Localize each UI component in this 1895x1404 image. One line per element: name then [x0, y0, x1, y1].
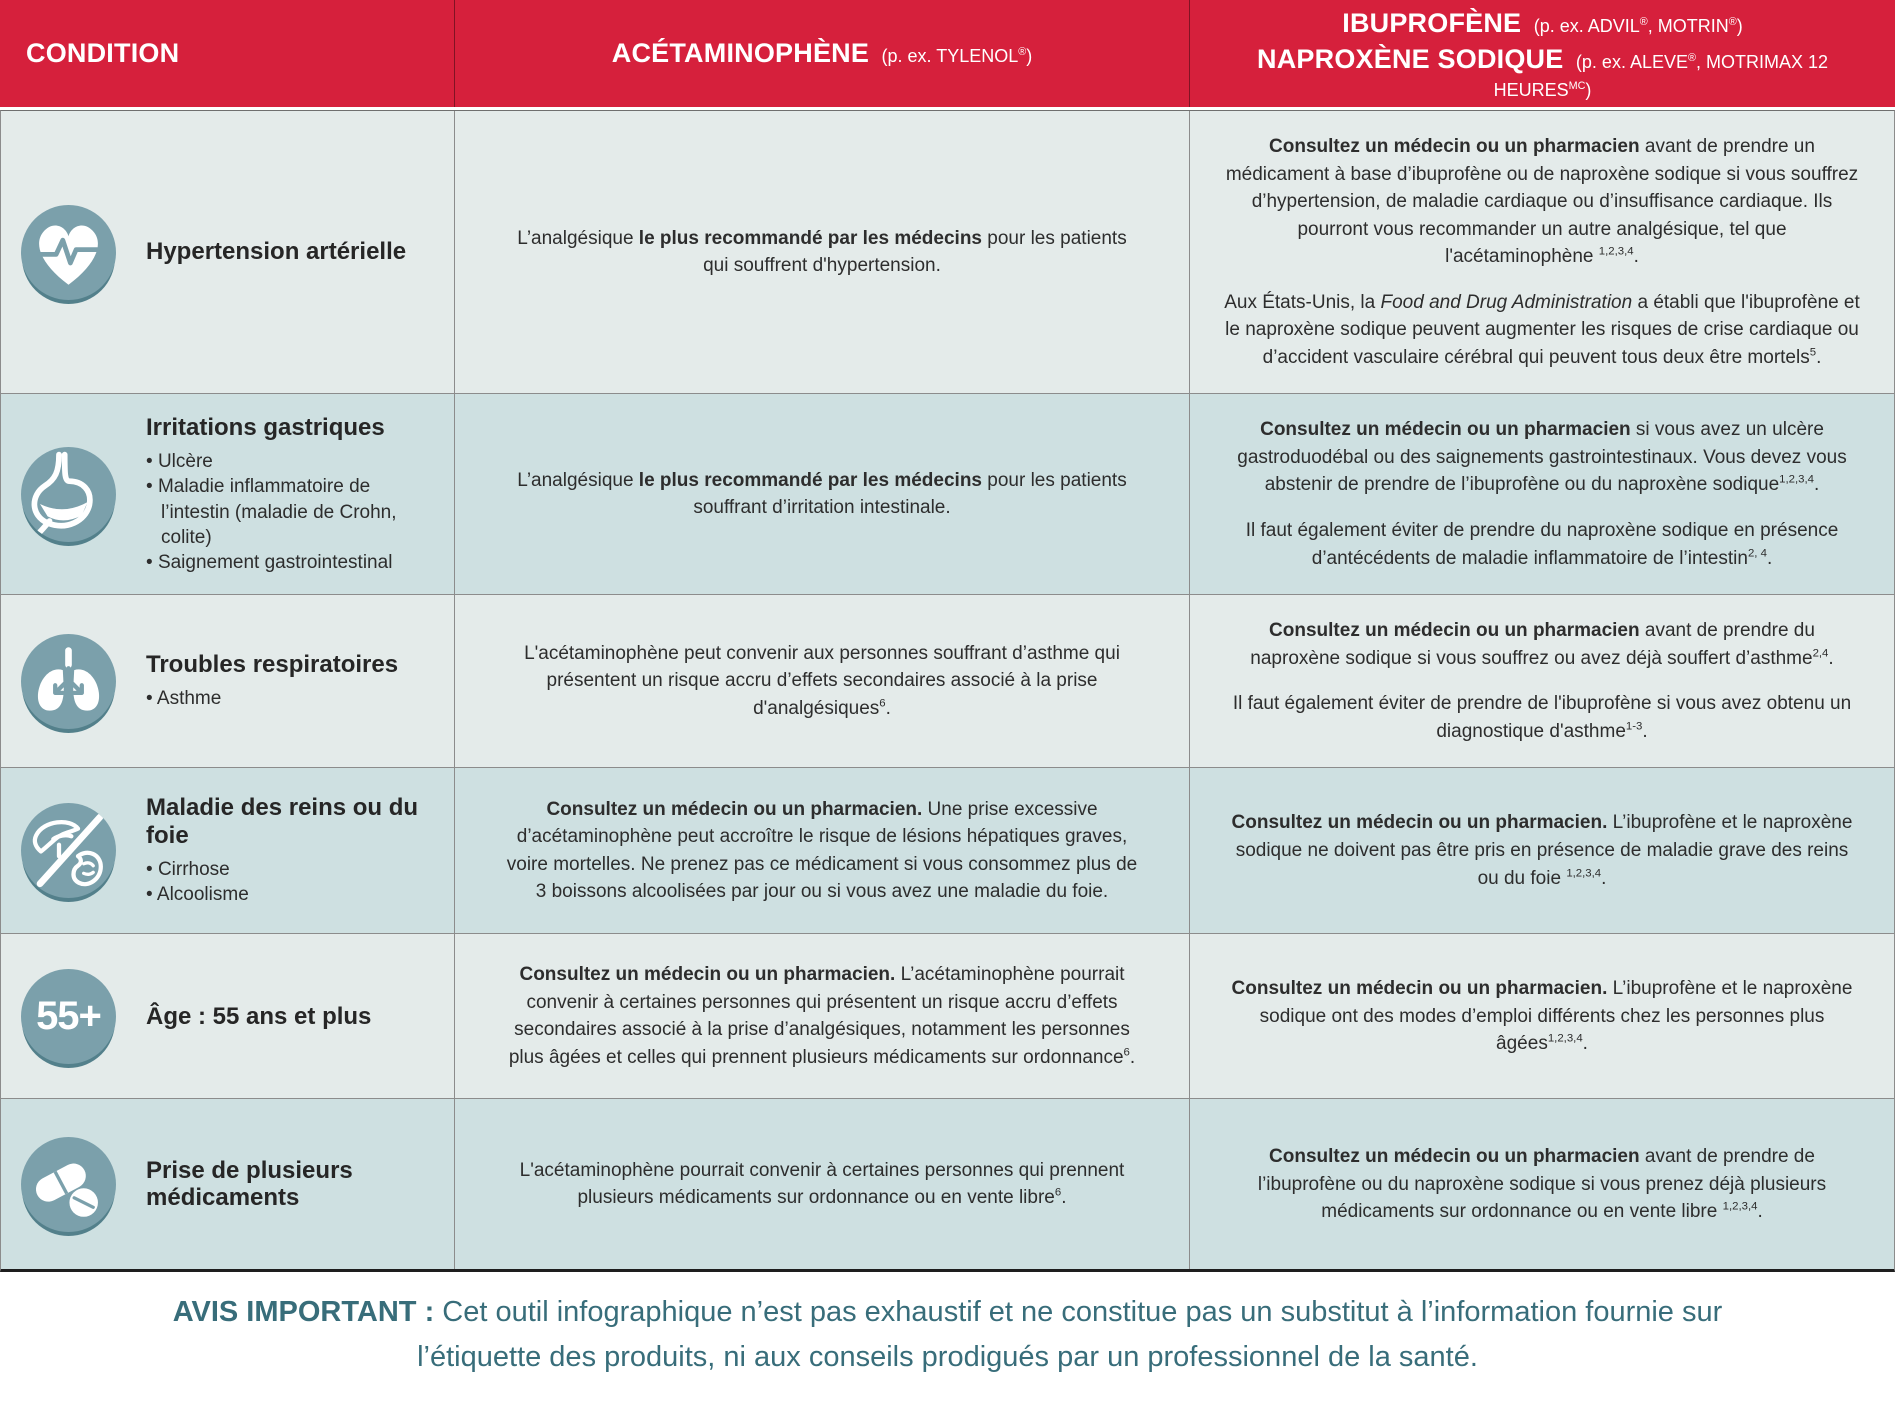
- condition-bullets: • Cirrhose • Alcoolisme: [146, 857, 434, 907]
- condition-header-label: CONDITION: [26, 38, 180, 68]
- table-row-kidney-liver: [1, 768, 1894, 934]
- heart-pulse-icon: [21, 205, 116, 300]
- acetaminophen-advice-cell: Consultez un médecin ou un pharmacien. L’acétaminophène pourrait convenir à certaines personnes qui présentent un risque accru d’effets secondaires associé à la prise d’analgésiques, notamment les personnes plus âgées et celles qui prennent plusieurs médicaments sur ordonnance$^6$.: [455, 934, 1190, 1098]
- column-header-acetaminophen: [455, 0, 1190, 107]
- naproxen-header-note: (p. ex. ALEVE®, MOTRIMAX 12 $HEURES^{MC}$): [1493, 52, 1828, 100]
- notice-text: Cet outil infographique n’est pas exhaustif et ne constitue pas un substitut à l’information fournie sur l’étiquette des produits, ni aux conseils prodigués par un professionnel de la santé.: [417, 1296, 1723, 1374]
- table-row-hypertension: [1, 111, 1894, 394]
- condition-bullets: • Ulcère • Maladie inflammatoire de l’intestin (maladie de Crohn, colite) • Saignement gastrointestinal: [146, 449, 434, 574]
- ibuprofen-advice-cell: Consultez un médecin ou un pharmacien avant de prendre du naproxène sodique si vous souffrez ou avez déjà souffert d’asthme$^{2,4}$. Il faut également éviter de prendre de l'ibuprofène si vous avez obtenu un diagnostique d'asthme$^{1-3}$.: [1232, 620, 1852, 742]
- condition-title: Maladie des reins ou du foie: [146, 794, 419, 849]
- stomach-icon: [21, 447, 116, 542]
- acetaminophen-advice-cell: L'acétaminophène peut convenir aux personnes souffrant d’asthme qui présentent un risque accru d’effets secondaires associé à la prise d'analgésiques$^6$.: [455, 595, 1190, 767]
- condition-title: Hypertension artérielle: [146, 238, 407, 266]
- table-row-multiple-medications: [1, 1099, 1894, 1269]
- table-header: [0, 0, 1895, 107]
- 55-plus-label: 55+: [36, 993, 101, 1038]
- lungs-icon: [21, 634, 116, 729]
- condition-cell: [1, 768, 455, 933]
- condition-cell: [1, 394, 455, 594]
- condition-cell: [1, 595, 455, 767]
- ibuprofen-advice-cell: Consultez un médecin ou un pharmacien si vous avez un ulcère gastroduodébal ou des saignements gastrointestinaux. Vous devez vous abstenir de prendre de l’ibuprofène ou du naproxène sodique$^{1,2,3,4}$. Il faut également éviter de prendre du naproxène sodique en présence d’antécédents de maladie inflammatoire de l’intestin$^{2, 4}$.: [1237, 419, 1847, 569]
- acetaminophen-advice-cell: L’analgésique le plus recommandé par les médecins pour les patients souffrant d’irritation intestinale.: [455, 394, 1190, 594]
- condition-title: Prise de plusieurs médicaments: [146, 1156, 353, 1212]
- condition-title: Âge : 55 ans et plus: [146, 1002, 372, 1030]
- 55-plus-badge: [21, 969, 116, 1064]
- condition-cell: [1, 111, 455, 393]
- acetaminophen-advice-cell: L’analgésique le plus recommandé par les médecins pour les patients qui souffrent d'hypertension.: [455, 111, 1190, 393]
- table-row-age-55-plus: [1, 934, 1894, 1099]
- condition-title: Irritations gastriques: [146, 413, 385, 441]
- table-row-gastric: [1, 394, 1894, 595]
- column-header-ibuprofen-naproxen: [1190, 0, 1895, 107]
- ibuprofen-advice-cell: Consultez un médecin ou un pharmacien avant de prendre un médicament à base d’ibuprofène ou de naproxène sodique si vous souffrez d’hypertension, de maladie cardiaque ou d’insuffisance cardiaque. Ils pourront vous recommander un autre analgésique, tel que l'acétaminophène $^{1,2,3,4}$. Aux États-Unis, la Food and Drug Administration a établi que l'ibuprofène et le naproxène sodique peuvent augmenter les risques de crise cardiaque ou d’accident vasculaire cérébral qui peuvent tous deux être mortels$^5$.: [1224, 136, 1860, 368]
- ibuprofen-advice-cell: Consultez un médecin ou un pharmacien. L’ibuprofène et le naproxène sodique ont des modes d’emploi différents chez les personnes plus âgées$^{1,2,3,4}$.: [1231, 977, 1853, 1055]
- important-notice: [0, 1272, 1895, 1404]
- naproxen-header-label: NAPROXÈNE SODIQUE: [1257, 44, 1564, 75]
- liver-kidney-no-icon: [21, 803, 116, 898]
- acetaminophen-advice-cell: L'acétaminophène pourrait convenir à certaines personnes qui prennent plusieurs médicaments sur ordonnance ou en vente libre$^6$.: [455, 1099, 1190, 1269]
- table-row-respiratory: [1, 595, 1894, 768]
- acetaminophen-advice-cell: Consultez un médecin ou un pharmacien. Une prise excessive d’acétaminophène peut accroître le risque de lésions hépatiques graves, voire mortelles. Ne prenez pas ce médicament si vous consommez plus de 3 boissons alcoolisées par jour ou si vous avez une maladie du foie.: [455, 768, 1190, 933]
- ibuprofen-advice-cell: Consultez un médecin ou un pharmacien avant de prendre de l’ibuprofène ou du naproxène sodique si vous prenez déjà plusieurs médicaments sur ordonnance ou en vente libre $^{1,2,3,4}$.: [1257, 1145, 1827, 1223]
- notice-label: AVIS IMPORTANT :: [172, 1296, 435, 1329]
- ibuprofen-header-label: IBUPROFÈNE: [1342, 7, 1522, 38]
- acetaminophen-header-note: (p. ex. TYLENOL®): [881, 46, 1033, 67]
- pills-icon: [21, 1137, 116, 1232]
- condition-cell: [1, 934, 455, 1098]
- ibuprofen-header-note: (p. ex. ADVIL®, MOTRIN®): [1533, 15, 1743, 36]
- acetaminophen-header-label: ACÉTAMINOPHÈNE: [611, 38, 870, 69]
- condition-cell: [1, 1099, 455, 1269]
- ibuprofen-advice-cell: Consultez un médecin ou un pharmacien. L’ibuprofène et le naproxène sodique ne doivent pas être pris en présence de maladie grave des reins ou du foie $^{1,2,3,4}$.: [1231, 812, 1853, 889]
- conditions-table: [0, 110, 1895, 1272]
- condition-title: Troubles respiratoires: [146, 650, 399, 678]
- condition-bullets: • Asthme: [146, 686, 398, 711]
- column-header-condition: [0, 0, 455, 107]
